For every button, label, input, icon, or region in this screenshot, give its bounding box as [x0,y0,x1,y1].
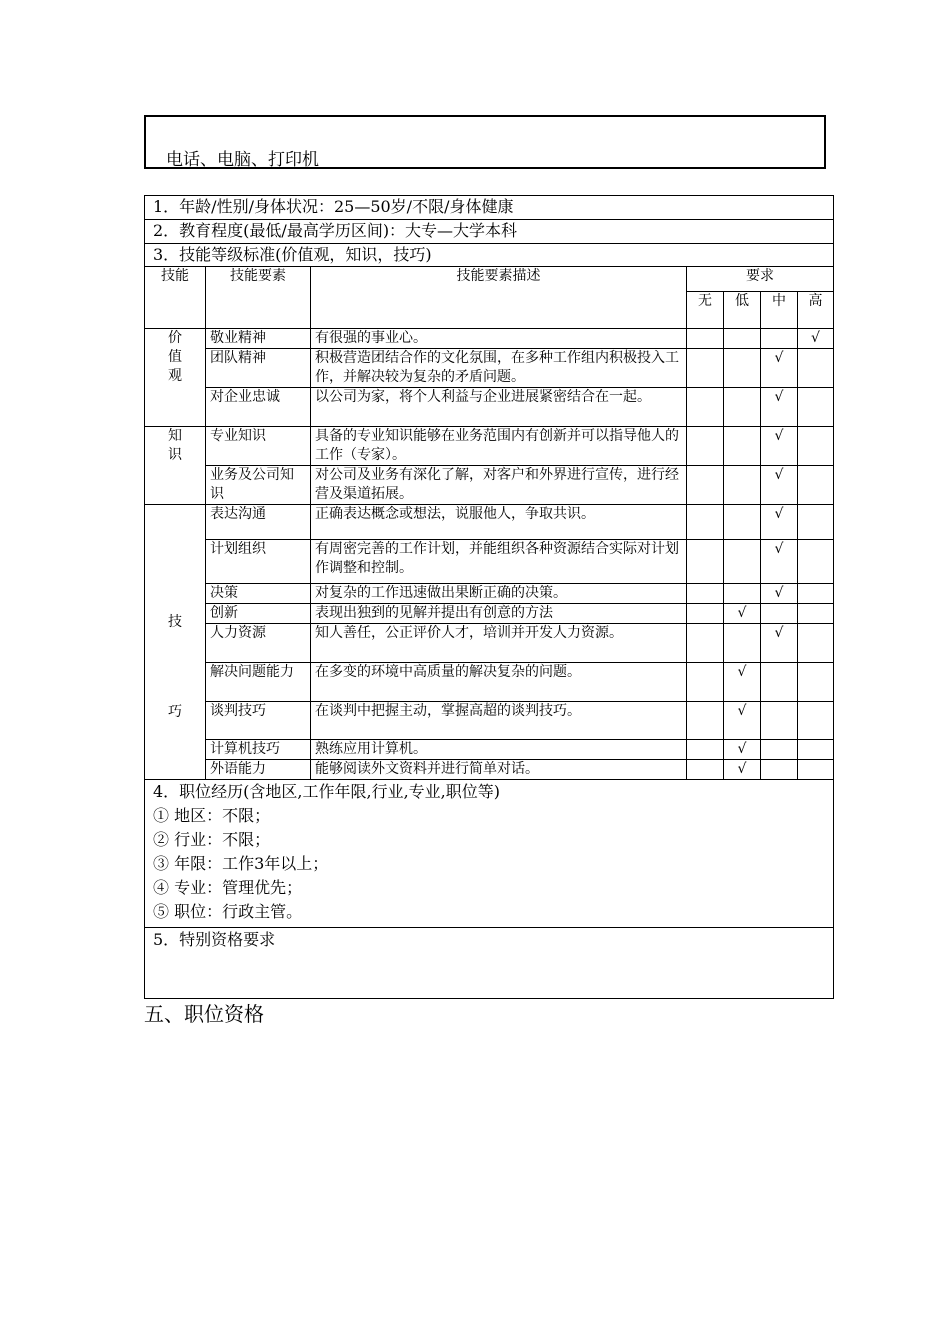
level-mark-cell [724,760,761,780]
level-mark-cell [798,349,834,388]
level-mark-cell [724,329,761,349]
level-mark-cell [687,702,724,740]
level-mark-cell [724,584,761,604]
level-low: 低 [724,292,761,329]
check-mark: √ [774,467,784,483]
level-mark-cell [761,540,798,584]
category-technique-bottom: 巧 [168,704,182,720]
skill-row [145,540,834,584]
skill-element-description: 正确表达概念或想法，说服他人，争取共识。 [311,505,687,540]
level-mark-cell [798,329,834,349]
level-mark-cell [687,540,724,584]
level-mark-cell [761,584,798,604]
check-mark: √ [737,703,747,719]
skill-element-name: 计划组织 [206,540,311,584]
level-none: 无 [687,292,724,329]
level-mark-cell [724,604,761,624]
check-mark: √ [737,664,747,680]
level-mark-cell [687,584,724,604]
skill-element-description: 能够阅读外文资料并进行简单对话。 [311,760,687,780]
experience-item: ② 行业：不限； [153,830,271,849]
skill-row [145,624,834,663]
experience-item: ④ 专业：管理优先； [153,878,303,897]
skill-element-description: 知人善任，公正评价人才，培训并开发人力资源。 [311,624,687,663]
level-mark-cell [724,466,761,505]
category-values [145,329,206,427]
level-mark-cell [761,604,798,624]
skill-element-description: 在谈判中把握主动，掌握高超的谈判技巧。 [311,702,687,740]
level-mark-cell [724,740,761,760]
skill-row [145,740,834,760]
check-mark: √ [737,605,747,621]
level-mark-cell [798,505,834,540]
special-qualification-cell [145,928,834,999]
level-mark-cell [724,702,761,740]
category-knowledge-label: 知 识 [168,428,182,463]
level-mark-cell [761,740,798,760]
skill-element-description: 熟练应用计算机。 [311,740,687,760]
skill-element-description: 具备的专业知识能够在业务范围内有创新并可以指导他人的工作（专家）。 [311,427,687,466]
skill-element-description: 积极营造团结合作的文化氛围，在多种工作组内积极投入工作，并解决较为复杂的矛盾问题。 [311,349,687,388]
skill-element-description: 表现出独到的见解并提出有创意的方法 [311,604,687,624]
level-mark-cell [724,540,761,584]
level-mark-cell [687,604,724,624]
level-high: 高 [798,292,834,329]
check-mark: √ [774,625,784,641]
level-mark-cell [798,604,834,624]
check-mark: √ [774,428,784,444]
skill-element-name: 团队精神 [206,349,311,388]
level-mark-cell [798,663,834,702]
level-mark-cell [724,427,761,466]
level-mark-cell [798,427,834,466]
special-qualification-title: 5．特别资格要求 [153,930,276,949]
level-mark-cell [761,624,798,663]
level-mark-cell [687,505,724,540]
equipment-box [144,115,826,169]
header-requirement: 要求 [687,267,834,292]
skill-element-description: 有周密完善的工作计划，并能组织各种资源结合实际对计划作调整和控制。 [311,540,687,584]
skill-row [145,427,834,466]
skill-element-name: 谈判技巧 [206,702,311,740]
skill-element-name: 业务及公司知识 [206,466,311,505]
category-values-label: 价 值 观 [168,330,182,384]
level-mark-cell [798,624,834,663]
qualification-table [144,195,834,999]
level-mark-cell [798,740,834,760]
level-mark-cell [761,505,798,540]
level-mark-cell [798,584,834,604]
header-skill: 技能 [145,267,206,329]
section-title: 五、职位资格 [144,1002,264,1026]
experience-title: 4．职位经历(含地区,工作年限,行业,专业,职位等) [153,782,501,801]
skill-element-description: 对公司及业务有深化了解，对客户和外界进行宣传，进行经营及渠道拓展。 [311,466,687,505]
skill-element-name: 决策 [206,584,311,604]
skill-element-description: 在多变的环境中高质量的解决复杂的问题。 [311,663,687,702]
check-mark: √ [811,330,820,346]
skill-element-description: 对复杂的工作迅速做出果断正确的决策。 [311,584,687,604]
skill-element-name: 敬业精神 [206,329,311,349]
skill-element-name: 解决问题能力 [206,663,311,702]
category-technique [145,505,206,780]
header-description: 技能要素描述 [311,267,687,329]
skill-element-description: 以公司为家，将个人利益与企业进展紧密结合在一起。 [311,388,687,427]
level-mark-cell [724,624,761,663]
skill-element-name: 外语能力 [206,760,311,780]
skill-standard-line: 3．技能等级标准(价值观，知识，技巧) [145,244,834,267]
level-mark-cell [687,760,724,780]
level-mark-cell [687,427,724,466]
skill-element-name: 创新 [206,604,311,624]
check-mark: √ [774,541,784,557]
level-mark-cell [687,388,724,427]
skill-element-name: 表达沟通 [206,505,311,540]
skill-row [145,604,834,624]
skill-element-description: 有很强的事业心。 [311,329,687,349]
level-mark-cell [761,349,798,388]
level-mark-cell [724,663,761,702]
skill-row [145,466,834,505]
level-mark-cell [761,702,798,740]
level-mark-cell [687,329,724,349]
level-mark-cell [761,329,798,349]
skill-element-name: 专业知识 [206,427,311,466]
level-mark-cell [687,624,724,663]
experience-cell [145,780,834,928]
check-mark: √ [737,761,747,777]
level-mark-cell [761,466,798,505]
level-mark-cell [724,388,761,427]
skill-row [145,584,834,604]
level-mark-cell [724,505,761,540]
skill-element-name: 对企业忠诚 [206,388,311,427]
level-medium: 中 [761,292,798,329]
level-mark-cell [798,702,834,740]
level-mark-cell [687,663,724,702]
skill-row [145,329,834,349]
check-mark: √ [774,585,784,601]
level-mark-cell [761,663,798,702]
skill-element-name: 人力资源 [206,624,311,663]
level-mark-cell [687,466,724,505]
level-mark-cell [798,388,834,427]
level-mark-cell [798,760,834,780]
level-mark-cell [724,349,761,388]
level-mark-cell [761,427,798,466]
age-line: 1．年龄/性别/身体状况：25—50岁/不限/身体健康 [145,196,834,220]
skill-row [145,388,834,427]
check-mark: √ [774,506,784,522]
category-knowledge [145,427,206,505]
check-mark: √ [774,389,784,405]
skill-row [145,663,834,702]
skill-element-name: 计算机技巧 [206,740,311,760]
level-mark-cell [798,466,834,505]
level-mark-cell [687,740,724,760]
level-mark-cell [798,540,834,584]
level-mark-cell [761,388,798,427]
check-mark: √ [737,741,747,757]
experience-item: ① 地区：不限； [153,806,271,825]
skill-row [145,760,834,780]
education-line: 2．教育程度(最低/最高学历区间)：大专—大学本科 [145,220,834,244]
experience-item: ⑤ 职位：行政主管。 [153,902,303,921]
check-mark: √ [774,350,784,366]
level-mark-cell [761,760,798,780]
category-technique-top: 技 [168,614,182,630]
skill-row [145,505,834,540]
skill-row [145,349,834,388]
header-element: 技能要素 [206,267,311,329]
level-mark-cell [687,349,724,388]
experience-item: ③ 年限：工作3年以上； [153,854,329,873]
skill-row [145,702,834,740]
equipment-text: 电话、电脑、打印机 [166,150,319,170]
